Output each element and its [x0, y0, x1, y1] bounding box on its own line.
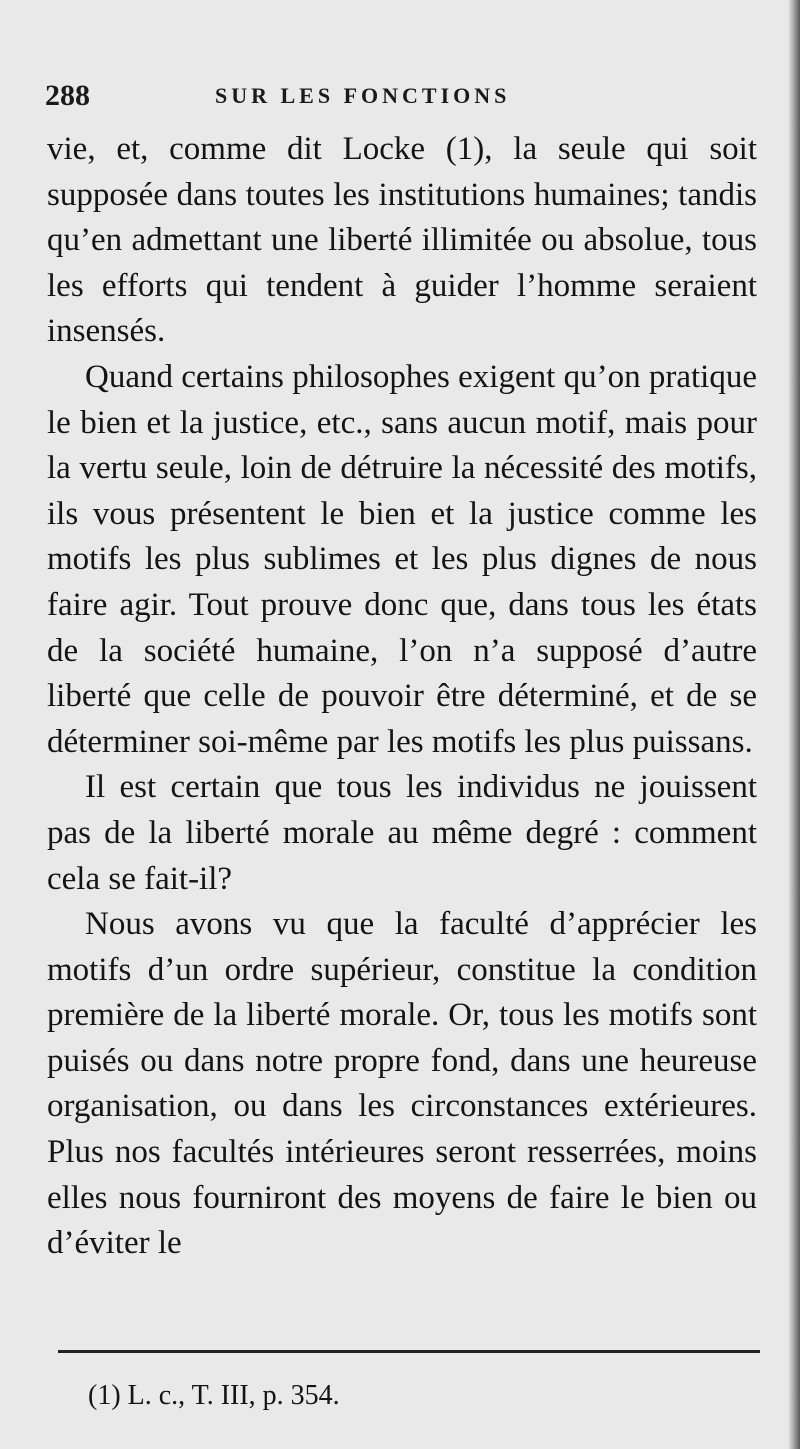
- paragraph-continuation: vie, et, comme dit Locke (1), la seule qui soit supposée dans toutes les institutions humaines; tandis qu’en admettant une liberté illimitée ou absolue, tous les efforts qui tendent à guider l’homme seraient insensés.: [47, 131, 757, 350]
- paragraph-philosophes: Quand certains philosophes exigent qu’on pratique le bien et la justice, etc., sans aucun motif, mais pour la vertu seule, loin de détruire la nécessité des motifs, ils vous présentent le bien et la justice comme les motifs les plus sublimes et les plus dignes de nous faire agir. Tout prouve donc que, dans tous les états de la société humaine, l’on n’a supposé d’autre liberté que celle de pouvoir être déterminé, et de se déterminer soi-même par les motifs les plus puissans.: [47, 358, 757, 760]
- page-number: 288: [45, 79, 90, 112]
- body-text: [47, 127, 757, 1267]
- running-head: [45, 78, 765, 114]
- page-edge-shadow: [788, 0, 800, 1449]
- running-head-title: SUR LES FONCTIONS: [215, 83, 511, 108]
- footnote-rule: [58, 1350, 760, 1353]
- paragraph-motifs: Nous avons vu que la faculté d’apprécier les motifs d’un ordre supérieur, constitue la condition première de la liberté morale. Or, tous les motifs sont puisés ou dans notre propre fond, dans une heureuse organisation, ou dans les circonstances extérieures. Plus nos facultés intérieures seront resserrées, moins elles nous fourniront des moyens de faire le bien ou d’éviter le: [47, 906, 757, 1262]
- paragraph-individus: Il est certain que tous les individus ne jouissent pas de la liberté morale au même degré : comment cela se fait-il?: [47, 769, 757, 897]
- footnote: (1) L. c., T. III, p. 354.: [88, 1380, 340, 1411]
